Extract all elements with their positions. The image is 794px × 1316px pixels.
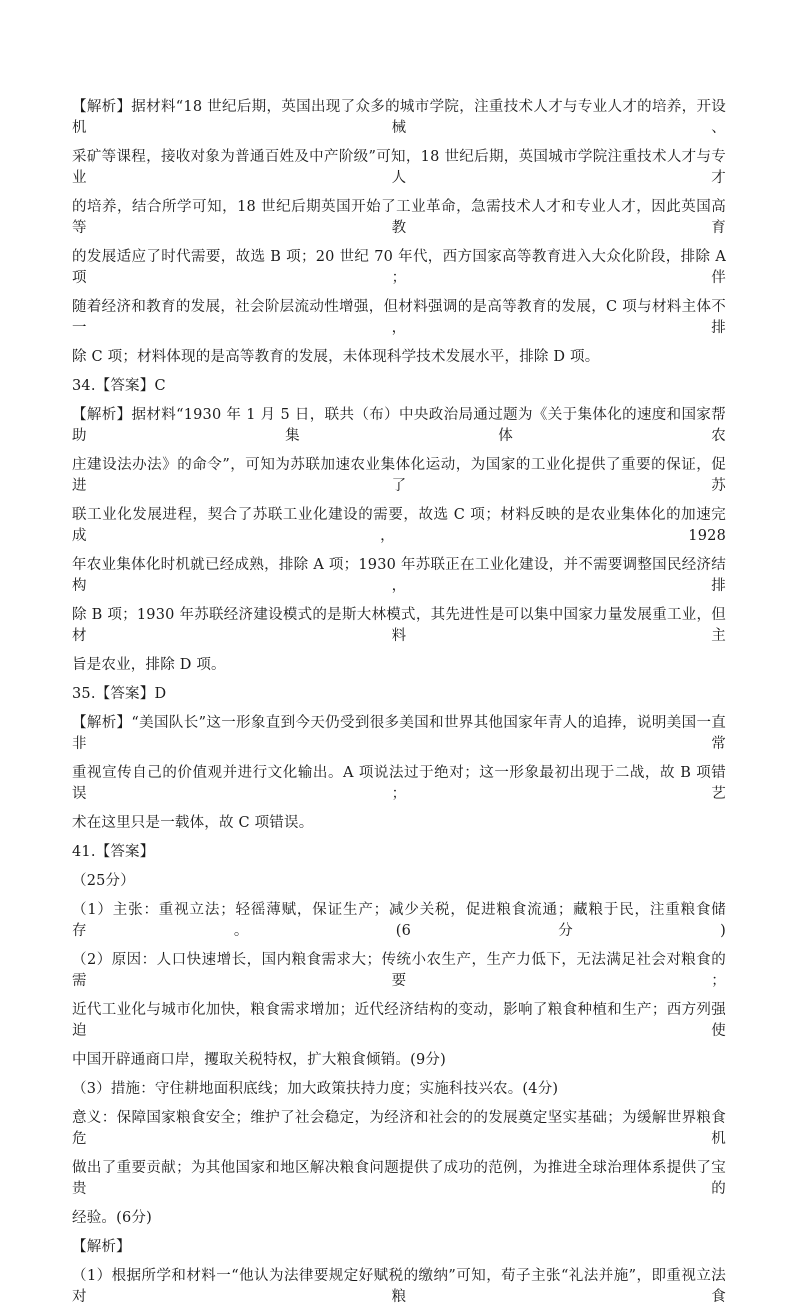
text-line: 【解析】据材料“18 世纪后期，英国出现了众多的城市学院，注重技术人才与专业人才的培养，开设机械、 <box>72 99 726 136</box>
text-line: 意义：保障国家粮食安全；维护了社会稳定，为经济和社会的的发展奠定坚实基础；为缓解世界粮食危机 <box>72 1110 726 1147</box>
text-line: 41.【答案】 <box>72 844 155 860</box>
text-line: 除 B 项；1930 年苏联经济建设模式的是斯大林模式，其先进性是可以集中国家力量发展重工业，但材料主 <box>72 607 726 644</box>
text-line: 经验。(6分) <box>72 1210 152 1226</box>
text-line: 近代工业化与城市化加快，粮食需求增加；近代经济结构的变动，影响了粮食种植和生产；西方列强迫使 <box>72 1002 726 1039</box>
text-line: 联工业化发展进程，契合了苏联工业化建设的需要，故选 C 项；材料反映的是农业集体化的加速完成，1928 <box>72 507 726 544</box>
text-line: 采矿等课程，接收对象为普通百姓及中产阶级”可知，18 世纪后期，英国城市学院注重技术人才与专业人才 <box>72 149 726 186</box>
text-line: 的培养，结合所学可知，18 世纪后期英国开始了工业革命，急需技术人才和专业人才，因此英国高等教育 <box>72 199 726 236</box>
document-body <box>72 97 726 1316</box>
text-line: 【解析】 <box>72 1239 131 1255</box>
text-line: 重视宣传自己的价值观并进行文化输出。A 项说法过于绝对；这一形象最初出现于二战，故 B 项错误；艺 <box>72 765 726 802</box>
text-line: （1）根据所学和材料一“他认为法律要规定好赋税的缴纳”可知，荀子主张“礼法并施”，即重视立法对粮食 <box>72 1268 726 1305</box>
text-line: 【解析】“美国队长”这一形象直到今天仍受到很多美国和世界其他国家年青人的追捧，说明美国一直非常 <box>72 715 726 752</box>
text-line: 旨是农业，排除 D 项。 <box>72 657 226 673</box>
text-line: （25分） <box>72 873 135 889</box>
text-line: （3）措施：守住耕地面积底线；加大政策扶持力度；实施科技兴农。(4分) <box>72 1081 559 1097</box>
text-line: 做出了重要贡献；为其他国家和地区解决粮食问题提供了成功的范例，为推进全球治理体系提供了宝贵的 <box>72 1160 726 1197</box>
text-line: 35.【答案】D <box>72 686 167 702</box>
text-line: 庄建设法办法》的命令”，可知为苏联加速农业集体化运动，为国家的工业化提供了重要的保证，促进了苏 <box>72 457 726 494</box>
text-line: 34.【答案】C <box>72 378 166 394</box>
text-line: 术在这里只是一载体，故 C 项错误。 <box>72 815 314 831</box>
text-line: 除 C 项；材料体现的是高等教育的发展，未体现科学技术发展水平，排除 D 项。 <box>72 349 600 365</box>
text-line: 年农业集体化时机就已经成熟，排除 A 项；1930 年苏联正在工业化建设，并不需要调整国民经济结构，排 <box>72 557 726 594</box>
text-line: 的发展适应了时代需要，故选 B 项；20 世纪 70 年代，西方国家高等教育进入大众化阶段，排除 A 项；伴 <box>72 249 726 286</box>
text-line: （1）主张：重视立法；轻徭薄赋，保证生产；减少关税，促进粮食流通；藏粮于民，注重粮食储存。(6分) <box>72 902 726 939</box>
text-line: （2）原因：人口快速增长，国内粮食需求大；传统小农生产，生产力低下，无法满足社会对粮食的需要； <box>72 952 726 989</box>
text-line: 【解析】据材料“1930 年 1 月 5 日，联共（布）中央政治局通过题为《关于集体化的速度和国家帮助集体农 <box>72 407 726 444</box>
text-line: 中国开辟通商口岸，攫取关税特权，扩大粮食倾销。(9分) <box>72 1052 446 1068</box>
text-line: 随着经济和教育的发展，社会阶层流动性增强，但材料强调的是高等教育的发展，C 项与材料主体不一，排 <box>72 299 726 336</box>
